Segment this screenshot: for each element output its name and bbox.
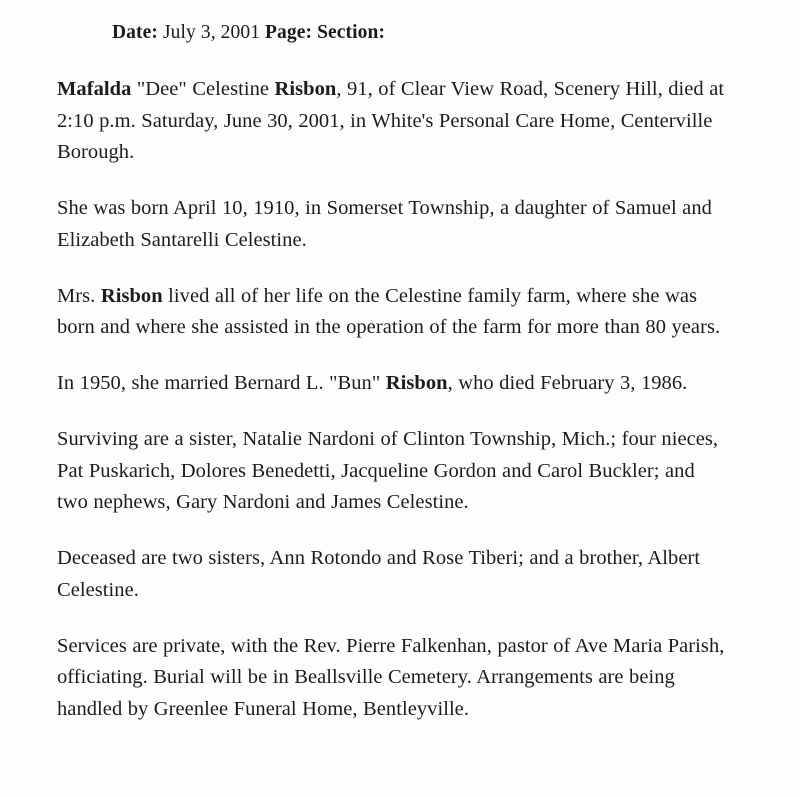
paragraph-text: She was born April 10, 1910, in Somerset Township, a daughter of Samuel and Elizabeth Santarelli Celestine. bbox=[57, 197, 712, 251]
emphasized-name: Mafalda bbox=[57, 78, 132, 100]
emphasized-name: Risbon bbox=[385, 372, 448, 394]
obituary-paragraph-birth bbox=[57, 193, 727, 256]
paragraph-text: Deceased are two sisters, Ann Rotondo and Rose Tiberi; and a brother, Albert Celestine. bbox=[57, 547, 701, 601]
obituary-paragraph-life bbox=[57, 281, 727, 344]
obituary-paragraphs bbox=[57, 74, 727, 725]
paragraph-text: In 1950, she married Bernard L. "Bun" bbox=[57, 372, 386, 394]
paragraph-text: Services are private, with the Rev. Pierre Falkenhan, pastor of Ave Maria Parish, officiating. Burial will be in Beallsville Cemetery. Arrangements are being handled by Greenlee Funeral Home, Bentleyville. bbox=[57, 634, 725, 720]
obituary-clipping-body bbox=[57, 18, 727, 725]
paragraph-text: , 91, of Clear View Road, Scenery Hill, died at 2:10 p.m. Saturday, June 30, 2001, in White's Personal Care Home, Centerville Borough. bbox=[57, 78, 725, 163]
paragraph-text: Mrs. bbox=[57, 284, 101, 307]
date-value: July 3, 2001 bbox=[162, 22, 261, 43]
obituary-paragraph-survivors bbox=[57, 424, 727, 519]
obituary-paragraph-predeceased bbox=[57, 543, 727, 606]
page-label: Page: bbox=[265, 22, 313, 43]
date-label: Date: bbox=[112, 22, 158, 43]
paragraph-text: Surviving are a sister, Natalie Nardoni of Clinton Township, Mich.; four nieces, Pat Puskarich, Dolores Benedetti, Jacqueline Gordon and Carol Buckler; and two nephews, Gary Nardoni and James Celestine. bbox=[57, 428, 719, 513]
emphasized-name: Risbon bbox=[274, 78, 337, 100]
obituary-paragraph-services bbox=[57, 631, 727, 726]
paragraph-text: , who died February 3, 1986. bbox=[447, 372, 688, 394]
emphasized-name: Risbon bbox=[100, 284, 163, 307]
paragraph-text: "Dee" Celestine bbox=[131, 78, 275, 100]
obituary-paragraph-marriage bbox=[57, 368, 727, 400]
section-label: Section: bbox=[317, 22, 386, 43]
obituary-paragraph-lead bbox=[57, 74, 727, 169]
paragraph-text: lived all of her life on the Celestine family farm, where she was born and where she assisted in the operation of the farm for more than 80 years. bbox=[57, 284, 721, 338]
clipping-header-line bbox=[57, 18, 727, 48]
